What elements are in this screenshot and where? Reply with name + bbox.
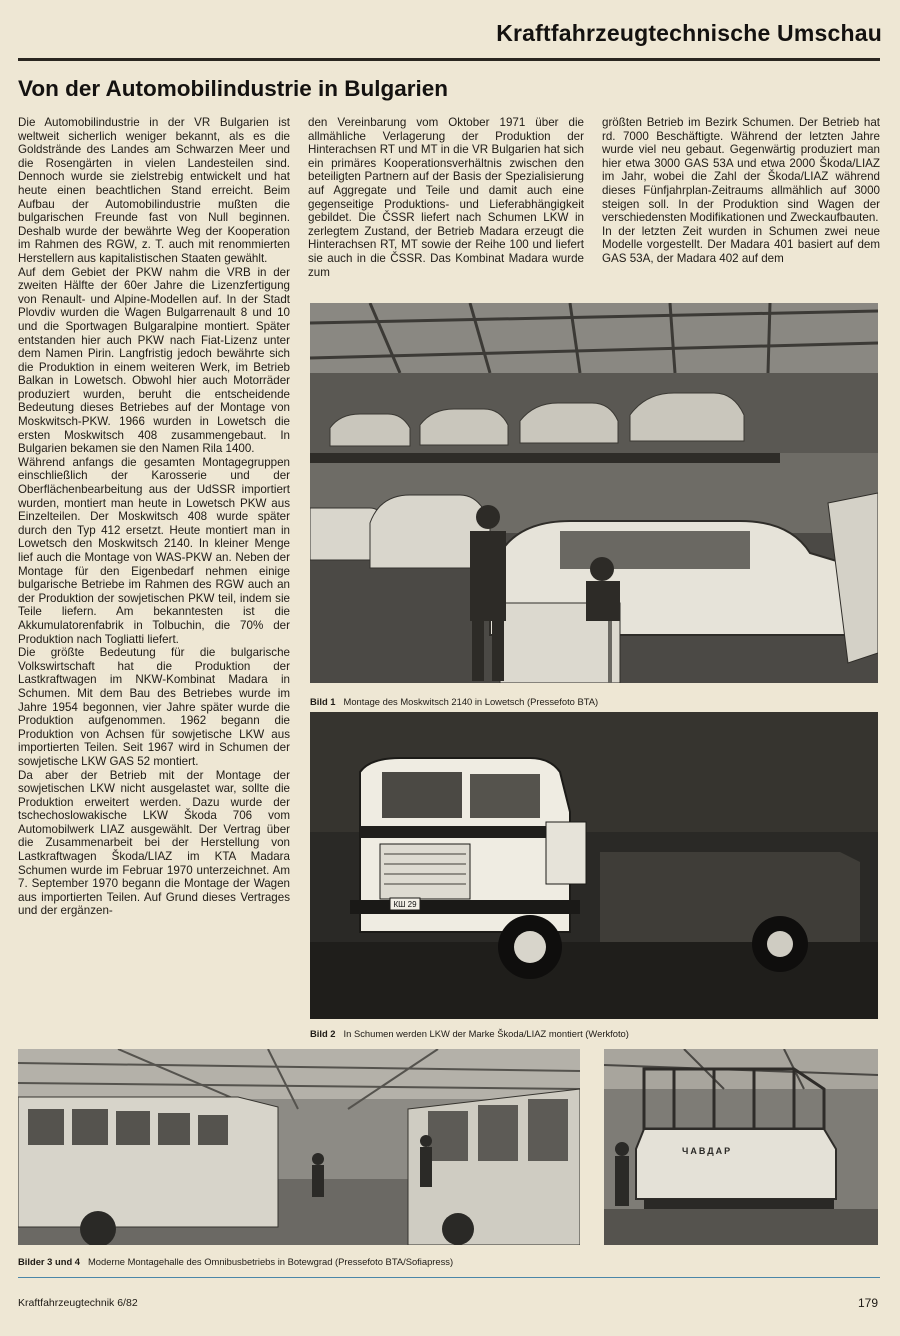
figure-caption-2 [310,1028,878,1039]
paragraph: Da aber der Betrieb mit der Montage der sowjetischen LKW nicht ausgelastet war, sollte die Produktion erweitert werden. Dazu wurde der tschechoslowakische LKW Škoda 706 vom Automobilwerk LIAZ ausgewählt. Der Vertrag über die Zusammenarbeit bei der Herstellung von Lastkraftwagen Škoda/LIAZ im KTA Madara Schumen wurde im Februar 1970 unterzeichnet. Am 7. September 1970 begann die Montage der Wagen aus importierten Teilen. Auf Grund dieses Vertrages und der ergänzen- [18,768,290,918]
figure-caption-3-4 [18,1256,718,1267]
journal-issue: Kraftfahrzeugtechnik 6/82 [18,1297,138,1309]
text-column-2 [308,116,584,296]
paragraph: größten Betrieb im Bezirk Schumen. Der Betrieb hat rd. 7000 Beschäftigte. Während der letzten Jahre wurde viel neu gebaut. Gegenwärtig produziert man hier etwa 3000 GAS 53A und etwa 2000 Škoda/LIAZ im Jahr, wobei die Zahl der Škoda/LIAZ während dieses Fünfjahrplan-Zeitraums allmählich auf 3000 steigen soll. In der Produktion sind Wagen der verschiedensten Modifikationen und Zweckaufbauten. [602,116,880,225]
text-column-1 [18,116,290,1166]
figure-caption-1 [310,696,878,707]
paragraph: Während anfangs die gesamten Montagegruppen einschließlich der Karosserie und der Oberflächenbearbeitung aus der UdSSR importiert wurden, montiert man heute in Lowetsch PKW aus Einzelteilen. Der Moskwitsch 408 wurde später durch den Typ 412 ersetzt. Heute montiert man in Lowetsch den Moskwitsch 2140. In kleiner Menge lief auch die Montage von WAS-PKW an. Neben der Montage für den Eigenbedarf nehmen einige bulgarische Betriebe im Rahmen des RGW auch an der Produktion der sowjetischen PKW teil, indem sie Teile liefern. Am bekanntesten ist die Akkumulatorenfabrik in Tolbuchin, die 70% der Produktion nach Togliatti liefert. [18,455,290,646]
figure-label: Bild 1 [310,696,336,707]
figure-label: Bild 2 [310,1028,336,1039]
paragraph: In der letzten Zeit wurden in Schumen zwei neue Modelle vorgestellt. Der Madara 401 basiert auf dem GAS 53A, der Madara 402 auf dem [602,224,880,265]
caption-text: Moderne Montagehalle des Omnibusbetriebs in Botewgrad (Pressefoto BTA/Sofiapress) [88,1256,454,1267]
article-title: Von der Automobilindustrie in Bulgarien [18,76,449,101]
page-number: 179 [857,1296,878,1310]
text-column-3 [602,116,880,296]
bus-hall-illustration [18,1049,580,1245]
paragraph: Auf dem Gebiet der PKW nahm die VRB in der zweiten Hälfte der 60er Jahre die Lizenzfertigung von Renault- und Alpine-Modellen auf. In der Stadt Plovdiv wurden die Wagen Bulgarrenault 8 und 10 und die Sportwagen Bulgaralpine montiert. Später entstanden hier auch PKW nach Fiat-Lizenz unter dem Namen Pirin. Langfristig jedoch bewährte sich die Produktion in einem weiteren Werk, im Betrieb Balkan in Lowetsch. Obwohl hier auch Motorräder produziert wurden, beruht die entscheidende Bedeutung dieses Betriebes auf der Montage von Moskwitsch-PKW. 1966 wurden in Lowetsch die ersten Moskwitsch 408 zusammengebaut. In Bulgarien bekamen sie den Namen Rila 1400. [18,265,290,456]
bus-front-illustration [604,1049,878,1245]
figure-label: Bilder 3 und 4 [18,1256,80,1267]
paragraph: Die Automobilindustrie in der VR Bulgarien ist weltweit sicherlich weniger bekannt, als es die Goldstrände des Landes am Schwarzen Meer und die Rosengärten in vielen Landesteilen sind. Dennoch wurde sie zielstrebig entwickelt und hat heute einen beachtlichen Stand erreicht. Beim Aufbau der Automobilindustrie mußten die bulgarischen Freunde fast von Null beginnen. Deshalb wurde der bewährte Weg der Kooperation im Rahmen des RGW, z. T. auch mit renommierten Herstellern aus kapitalistischen Staaten gewählt. [18,116,290,265]
car-assembly-illustration [310,303,878,683]
paragraph: den Vereinbarung vom Oktober 1971 über die allmähliche Verlagerung der Produktion der Hinterachsen RT und MT in die VR Bulgarien hat sich ein primäres Kooperationsverhältnis zwischen den beteiligten Partnern auf der Basis der Spezialisierung auf Aggregate und Teile und damit auch eine gegenseitige Produktions- und Lieferabhängigkeit gebildet. Die ČSSR liefert nach Schumen LKW in zerlegtem Zustand, der Betrieb Madara erzeugt die Hinterachsen RT, MT sowie der Reihe 100 und liefert sie auch in die ČSSR. Das Kombinat Madara wurde zum [308,116,584,279]
photo-bus-front [604,1049,878,1245]
section-rule [18,58,880,61]
paragraph: Die größte Bedeutung für die bulgarische Volkswirtschaft hat die Produktion der Lastkraftwagen im NKW-Kombinat Madara in Schumen. Mit dem Bau des Betriebes wurde im Jahre 1954 begonnen, vier Jahre später wurde die Produktion aufgenommen. 1962 begann die Produktion von Achsen für sowjetische LKW aus importierten Teilen. Seit 1967 wird in Schumen der sowjetische LKW GAS 52 montiert. [18,646,290,768]
truck-illustration [310,712,878,1019]
caption-text: Montage des Moskwitsch 2140 in Lowetsch (Pressefoto BTA) [343,696,599,707]
footer-rule [18,1277,880,1278]
bus-front-lettering: ЧАВДАР [682,1146,733,1156]
photo-car-assembly [310,303,878,683]
section-heading: Kraftfahrzeugtechnische Umschau [496,20,882,46]
photo-truck [310,712,878,1019]
photo-bus-hall [18,1049,580,1245]
caption-text: In Schumen werden LKW der Marke Škoda/LIAZ montiert (Werkfoto) [343,1028,629,1039]
license-plate: КШ 29 [393,900,417,909]
